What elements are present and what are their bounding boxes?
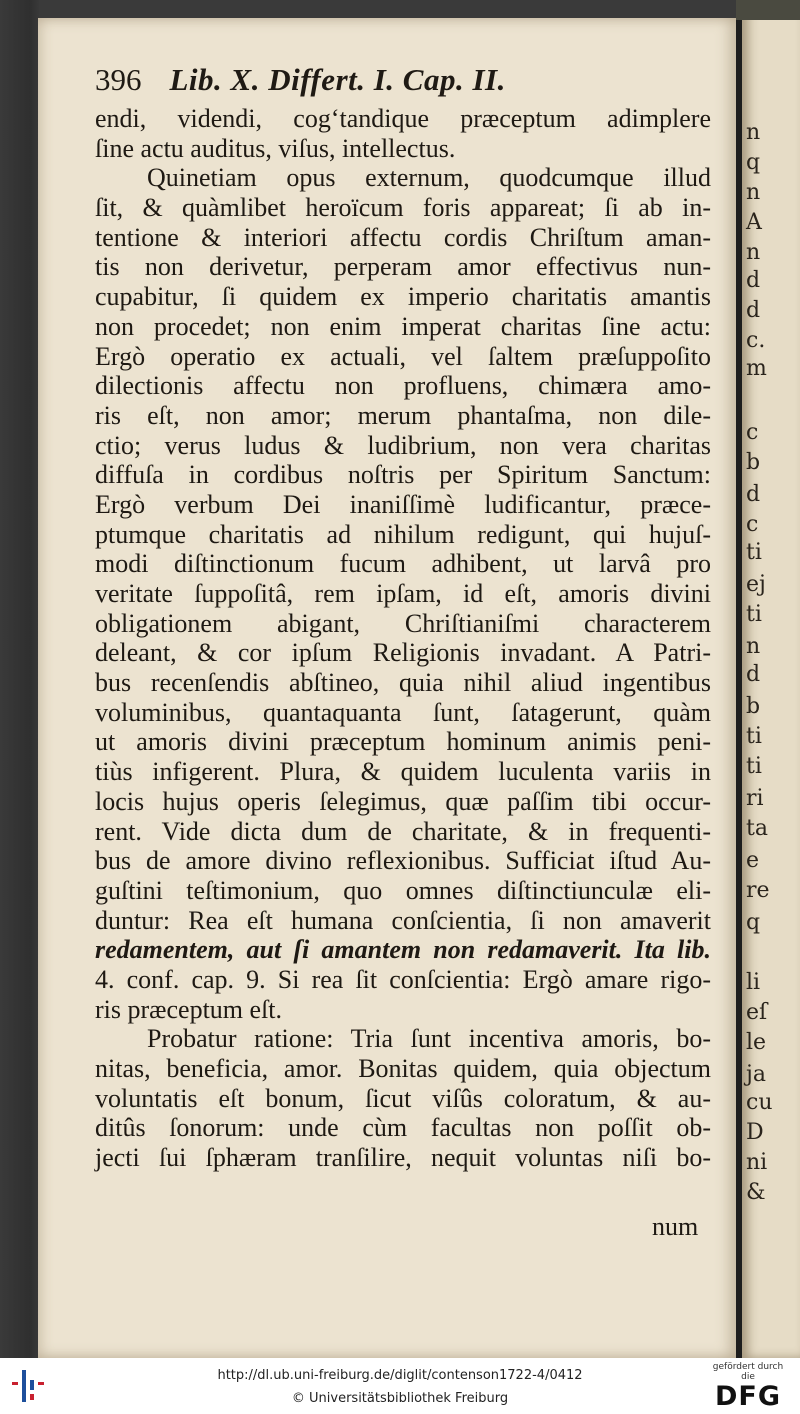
text-line: jecti ſui ſphæram tranſilire, nequit voluntas niſi bo-: [95, 1143, 711, 1173]
text-line: ſine actu auditus, viſus, intellectus.: [95, 133, 456, 163]
next-page-fragment: ta: [746, 816, 768, 841]
text-line: duntur: Rea eſt humana conſcientia, ſi non amaverit: [95, 905, 711, 935]
next-page-fragment: A: [746, 210, 762, 235]
text-line: nitas, beneficia, amor. Bonitas quidem, quia objectum: [95, 1054, 711, 1083]
next-page-fragment: d: [746, 662, 761, 687]
next-page-fragment: ni: [746, 1150, 768, 1175]
text-line: bus de amore divino reflexionibus. Sufficiat iſtud Au-: [95, 846, 711, 876]
next-page-fragment: ti: [746, 724, 762, 749]
text-line: ditûs ſonorum: unde cùm facultas non poſſit ob-: [95, 1113, 711, 1143]
text-line: voluminibus, quantaquanta ſunt, ſatagerunt, quàm: [95, 697, 711, 727]
next-page-fragment: d: [746, 482, 761, 507]
text-line: veritate ſuppoſitâ, rem ipſam, id eſt, amoris divini: [95, 579, 711, 608]
text-line: non procedet; non enim imperat charitas ſine actu:: [95, 311, 711, 341]
text-line: modi diſtinctionum fucum adhibent, ut larvâ pro: [95, 549, 711, 579]
next-page-fragment: c.: [746, 328, 766, 353]
catchword: num: [652, 1212, 699, 1241]
text-line: ctio; verus ludus & ludibrium, non vera charitas: [95, 430, 711, 460]
next-page-fragment: n: [746, 240, 761, 265]
next-page-fragment: n: [746, 634, 761, 659]
footer-bar: [0, 1358, 800, 1414]
text-line: endi, videndi, cog‘tandique præceptum adimplere: [95, 104, 711, 133]
next-page-fragment: &: [746, 1180, 766, 1205]
text-line: 4. conf. cap. 9. Si rea ſit conſcientia: Ergò amare rigo-: [95, 964, 711, 994]
text-line: voluntatis eſt bonum, ſicut viſûs coloratum, & au-: [95, 1083, 711, 1113]
text-line: tentione & interiori affectu cordis Chriſtum aman-: [95, 222, 711, 252]
next-page-fragment: c: [746, 420, 759, 445]
text-line: redamentem, aut ſi amantem non redamaverit. Ita lib.: [95, 935, 711, 965]
next-page-fragment: ti: [746, 540, 762, 565]
text-line: ptumque charitatis ad nihilum redigunt, qui hujuſ-: [95, 519, 711, 549]
next-page-fragment: re: [746, 878, 770, 903]
top-strip: [736, 0, 800, 20]
footer-url[interactable]: http://dl.ub.uni-freiburg.de/diglit/contenson1722-4/0412: [217, 1368, 583, 1383]
next-page-fragment: d: [746, 268, 761, 293]
next-page-fragment: e: [746, 848, 760, 873]
text-line: guſtini teſtimonium, quo omnes diſtinctiunculæ eli-: [95, 875, 711, 905]
next-page-edge: [742, 0, 800, 1358]
running-head-title: Lib. X. Differt. I. Cap. II.: [169, 62, 506, 97]
text-line: locis hujus operis ſelegimus, quæ paſſim tibi occur-: [95, 786, 711, 816]
next-page-fragment: d: [746, 298, 761, 323]
text-line: Probatur ratione: Tria ſunt incentiva amoris, bo-: [147, 1024, 711, 1054]
text-line: tis non derivetur, perperam amor effectivus nun-: [95, 252, 711, 282]
next-page-fragment: le: [746, 1030, 767, 1055]
text-line: bus recenſendis abſtineo, quia nihil aliud ingentibus: [95, 668, 711, 698]
text-line: ris præceptum eſt.: [95, 994, 283, 1024]
next-page-fragment: ti: [746, 754, 762, 779]
next-page-fragment: m: [746, 356, 767, 381]
next-page-fragment: c: [746, 512, 759, 537]
text-line: ris eſt, non amor; merum phantaſma, non dile-: [95, 400, 711, 430]
next-page-fragment: cu: [746, 1090, 773, 1115]
text-line: rent. Vide dicta dum de charitate, & in frequenti-: [95, 816, 711, 846]
text-line: Ergò operatio ex actuali, vel ſaltem præſuppoſito: [95, 341, 711, 371]
next-page-fragment: b: [746, 694, 761, 719]
funder-caption: gefördert durch die: [712, 1362, 784, 1382]
next-page-fragment: n: [746, 120, 761, 145]
dfg-logo: [706, 1362, 790, 1410]
next-page-fragment: D: [746, 1120, 764, 1145]
text-line: ut amoris divini præceptum hominum animis peni-: [95, 727, 711, 757]
text-line: deleant, & cor ipſum Religionis invadant. A Patri-: [95, 638, 711, 668]
next-page-fragment: li: [746, 970, 761, 995]
text-line: ſit, & quàmlibet heroïcum foris appareat; ſi ab in-: [95, 193, 711, 223]
next-page-fragment: b: [746, 450, 761, 475]
next-page-fragment: ej: [746, 572, 766, 597]
next-page-fragment: ja: [746, 1062, 766, 1087]
running-head: [95, 62, 615, 102]
text-line: Quinetiam opus externum, quodcumque illud: [147, 163, 711, 193]
dfg-logo-icon: DFG: [714, 1381, 782, 1412]
next-page-fragment: ti: [746, 602, 762, 627]
footer-copyright: © Universitätsbibliothek Freiburg: [291, 1391, 509, 1406]
next-page-fragment: eſ: [746, 1000, 768, 1025]
text-line: diffuſa in cordibus noſtris per Spiritum Sanctum:: [95, 460, 711, 490]
next-page-fragment: q: [746, 150, 761, 175]
next-page-fragment: q: [746, 910, 761, 935]
text-line: tiùs infigerent. Plura, & quidem luculenta variis in: [95, 757, 711, 787]
text-line: cupabitur, ſi quidem ex imperio charitatis amantis: [95, 282, 711, 312]
text-line: Ergò verbum Dei inaniſſimè ludificantur, præce-: [95, 489, 711, 519]
body-text: [95, 104, 711, 1173]
page-number: 396: [95, 62, 142, 97]
next-page-fragment: n: [746, 180, 761, 205]
text-line: obligationem abigant, Chriſtianiſmi characterem: [95, 608, 711, 638]
text-line: dilectionis affectu non profluens, chimæra amo-: [95, 371, 711, 401]
next-page-fragment: ri: [746, 786, 764, 811]
